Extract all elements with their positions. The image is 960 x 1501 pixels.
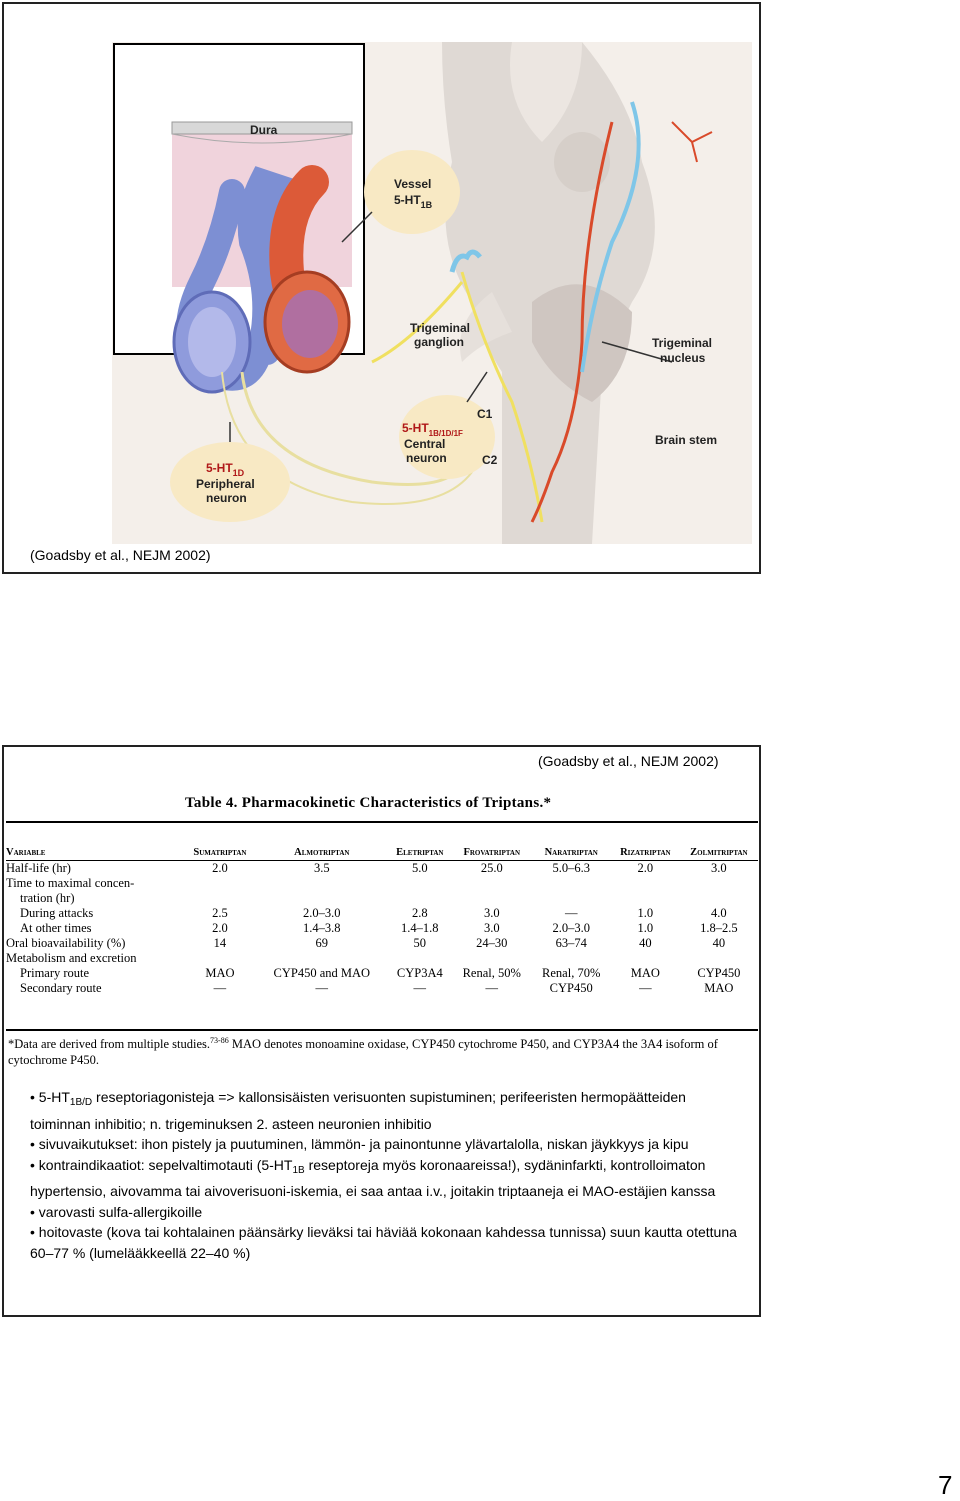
- row-label: During attacks: [20, 906, 94, 920]
- central-receptor-label: $5-HT_{1B/1D/1F}$: [402, 421, 463, 438]
- vessel-label: Vessel: [394, 177, 432, 191]
- table-cell: 24–30: [476, 936, 508, 950]
- bullet-4: • varovasti sulfa-allergikoille: [30, 1203, 203, 1220]
- table-cell: 4.0: [711, 906, 727, 920]
- table-cell: [680, 876, 758, 891]
- table-cell: 1.4–1.8: [401, 921, 439, 935]
- table-row: [6, 891, 758, 906]
- header-rizatriptan: Rizatriptan: [611, 845, 680, 861]
- triptan-pharmacokinetics-table: [6, 845, 758, 996]
- peripheral-receptor-label: $5-HT_{1D}$: [206, 461, 245, 478]
- bullet-3-b: reseptoreja myös koronaareissa!), sydäninfarkti, kontrolloimaton hypertensio, aivovamma tai aivoverisuoni-iskemia, ei saa antaa i.v., joitakin triptaaneja ei MAO-estäjien kanssa: [30, 1156, 716, 1199]
- table-cell: Renal, 50%: [462, 966, 521, 980]
- table-cell: [388, 951, 452, 966]
- table-cell: 50: [413, 936, 427, 950]
- table-cell: [680, 951, 758, 966]
- table-cell: —: [639, 981, 652, 995]
- table-cell: CYP450: [697, 966, 741, 980]
- row-label: Secondary route: [20, 981, 102, 995]
- migraine-anatomy-figure: [112, 42, 752, 544]
- brain-stem-label: Brain stem: [655, 433, 718, 447]
- table-cell: [452, 891, 531, 906]
- vein-lumen: [188, 307, 236, 377]
- table-row: [6, 951, 758, 966]
- table-cell: MAO: [704, 981, 734, 995]
- peripheral-label-1: Peripheral: [196, 477, 255, 491]
- header-naratriptan: Naratriptan: [531, 845, 610, 861]
- table-cell: 1.0: [637, 906, 654, 920]
- table-top-rule: [6, 821, 758, 823]
- row-label: At other times: [20, 921, 92, 935]
- table-cell: [452, 951, 531, 966]
- artery-lumen: [282, 290, 338, 358]
- table-cell: 3.5: [313, 861, 330, 875]
- table-cell: [531, 891, 610, 906]
- header-frovatriptan: Frovatriptan: [452, 845, 531, 861]
- table-cell: CYP450: [549, 981, 593, 995]
- table-cell: [611, 951, 680, 966]
- table-cell: [680, 891, 758, 906]
- table-cell: [611, 876, 680, 891]
- table-cell: 2.0: [637, 861, 654, 875]
- table-row: [6, 921, 758, 936]
- table-cell: 2.0–3.0: [552, 921, 590, 935]
- table-cell: [184, 951, 256, 966]
- bullet-5-text: hoitovaste (kova tai kohtalainen päänsärky lieväksi tai häviää kokonaan kahdessa tunnissa) suun kautta otettuna 60–77 % (lumelääkkeellä 22–40 %): [30, 1224, 737, 1261]
- table-cell: Renal, 70%: [542, 966, 601, 980]
- table-cell: 2.0–3.0: [303, 906, 341, 920]
- trigeminal-ganglion-label-2: ganglion: [414, 335, 464, 349]
- table-cell: CYP3A4: [396, 966, 443, 980]
- table-cell: MAO: [205, 966, 235, 980]
- table-row: [6, 936, 758, 951]
- table-cell: 40: [712, 936, 726, 950]
- row-label: Primary route: [20, 966, 90, 980]
- header-eletriptan: Eletriptan: [388, 845, 452, 861]
- table-cell: CYP450 and MAO: [273, 966, 371, 980]
- slide1-caption: (Goadsby et al., NEJM 2002): [30, 547, 211, 563]
- row-label: Oral bioavailability (%): [6, 936, 126, 950]
- row-label: Time to maximal concen-: [6, 876, 135, 890]
- footnote-prefix: *Data are derived from multiple studies.: [8, 1037, 211, 1052]
- bullet-3: • kontraindikaatiot: sepelvaltimotauti ($5-HT_{1B}$ reseptoreja myös koronaareissa!), sydäninfarkti, kontrolloimaton hypertensio, aivovamma tai aivoverisuoni-iskemia, ei saa antaa i.v., joitakin triptaaneja ei MAO-estäjien kanssa: [30, 1156, 716, 1199]
- bullet-3-sub: 1B: [292, 1164, 305, 1176]
- c2-label: C2: [482, 453, 498, 467]
- table-footnote: [8, 1033, 758, 1068]
- table-cell: 1.4–3.8: [303, 921, 341, 935]
- vessel-receptor-label: $5-HT_{1B}$: [394, 193, 433, 210]
- footnote-text: MAO denotes monoamine oxidase, CYP450 cytochrome P450, and CYP3A4 the 3A4 isoform of cytochrome P450.: [8, 1037, 718, 1068]
- bullet-2-text: sivuvaikutukset: ihon pistely ja puutuminen, lämmön- ja painontunne ylävartalolla, niskan jäykkyys ja kipu: [38, 1136, 689, 1152]
- table-cell: 25.0: [480, 861, 503, 875]
- bullet-2: • sivuvaikutukset: ihon pistely ja puutuminen, lämmön- ja painontunne ylävartalolla, niskan jäykkyys ja kipu: [30, 1136, 689, 1152]
- table-cell: [388, 891, 452, 906]
- c1-label: C1: [477, 407, 493, 421]
- table-cell: [452, 876, 531, 891]
- table-cell: —: [315, 981, 329, 995]
- table-cell: 14: [213, 936, 227, 950]
- header-sumatriptan: Sumatriptan: [184, 845, 256, 861]
- row-label: Metabolism and excretion: [6, 951, 137, 965]
- table-cell: 3.0: [483, 921, 500, 935]
- slide2-caption: (Goadsby et al., NEJM 2002): [538, 753, 719, 769]
- trigeminal-nucleus-label-1: Trigeminal: [652, 336, 713, 350]
- table-cell: —: [213, 981, 227, 995]
- bullet-1-sub: 1B/D: [69, 1097, 93, 1108]
- trigeminal-ganglion-label-1: Trigeminal: [410, 321, 471, 335]
- bullet-5: • hoitovaste (kova tai kohtalainen päänsärky lieväksi tai häviää kokonaan kahdessa tunnissa) suun kautta otettuna 60–77 % (lumelääkkeellä 22–40 %): [30, 1224, 737, 1261]
- header-almotriptan: Almotriptan: [256, 845, 388, 861]
- table-cell: —: [413, 981, 427, 995]
- table-cell: 40: [639, 936, 652, 950]
- thalamic-projection: [672, 122, 712, 162]
- table-cell: —: [485, 981, 498, 995]
- central-arrow: [467, 372, 487, 402]
- peripheral-label-2: neuron: [206, 491, 247, 505]
- bullet-3-a: kontraindikaatiot: sepelvaltimotauti (5-HT: [38, 1156, 293, 1173]
- vessel-bubble: [364, 150, 460, 234]
- table-cell: 69: [315, 936, 329, 950]
- table-header-row: [6, 845, 758, 861]
- row-label: Half-life (hr): [6, 861, 71, 875]
- table-cell: 5.0–6.3: [552, 861, 590, 875]
- header-variable: Variable: [6, 845, 184, 861]
- table-cell: MAO: [630, 966, 660, 980]
- row-label: tration (hr): [20, 891, 75, 905]
- table-row: [6, 966, 758, 981]
- table-title: Table 4. Pharmacokinetic Characteristics of Triptans.*: [185, 795, 552, 811]
- table-cell: [256, 951, 388, 966]
- bullet-1-b: reseptoriagonisteja => kallonsisäisten verisuonten supistuminen; perifeeristen hermopäätteiden toiminnan inhibitio; n. trigeminuksen 2. asteen neuronien inhibitio: [30, 1089, 686, 1132]
- central-label-2: neuron: [406, 451, 447, 465]
- table-cell: [184, 891, 256, 906]
- table-row: [6, 876, 758, 891]
- table-cell: 2.0: [212, 921, 228, 935]
- header-zolmitriptan: Zolmitriptan: [680, 845, 758, 861]
- table-row: [6, 861, 758, 877]
- table-cell: 1.8–2.5: [700, 921, 738, 935]
- table-cell: 5.0: [411, 861, 428, 875]
- central-label-1: Central: [404, 437, 446, 451]
- table-cell: 3.0: [711, 861, 727, 875]
- table-cell: [256, 891, 388, 906]
- page-number: 7: [938, 1470, 953, 1500]
- table-cell: 3.0: [483, 906, 500, 920]
- table-cell: 2.8: [411, 906, 428, 920]
- bullet-1-a: 5-HT: [38, 1089, 70, 1105]
- table-row: [6, 981, 758, 996]
- dura-label: Dura: [250, 123, 278, 137]
- table-cell: [184, 876, 256, 891]
- table-cell: [388, 876, 452, 891]
- table-cell: 63–74: [555, 936, 587, 950]
- bullet-list: [30, 1087, 745, 1263]
- figure-illustration: [112, 42, 752, 544]
- table-row: [6, 906, 758, 921]
- bullet-1: • $5-HT_{1B/D}$ reseptoriagonisteja => kallonsisäisten verisuonten supistuminen; perifeeristen hermopäätteiden toiminnan inhibitio; n. trigeminuksen 2. asteen neuronien inhibitio: [30, 1089, 686, 1132]
- bullet-4-text: varovasti sulfa-allergikoille: [38, 1203, 203, 1220]
- footnote-ref: 73-86: [210, 1036, 229, 1045]
- table-cell: 1.0: [637, 921, 654, 935]
- trigeminal-nucleus-label-2: nucleus: [660, 351, 706, 365]
- table-cell: [611, 891, 680, 906]
- table-cell: —: [564, 906, 578, 920]
- slide-1: [2, 2, 761, 574]
- table-cell: [531, 951, 610, 966]
- table-body: [6, 861, 758, 997]
- table-bottom-rule: [6, 1029, 758, 1031]
- table-cell: [256, 876, 388, 891]
- table-cell: 2.0: [212, 861, 228, 875]
- table-cell: [531, 876, 610, 891]
- table-cell: 2.5: [212, 906, 228, 920]
